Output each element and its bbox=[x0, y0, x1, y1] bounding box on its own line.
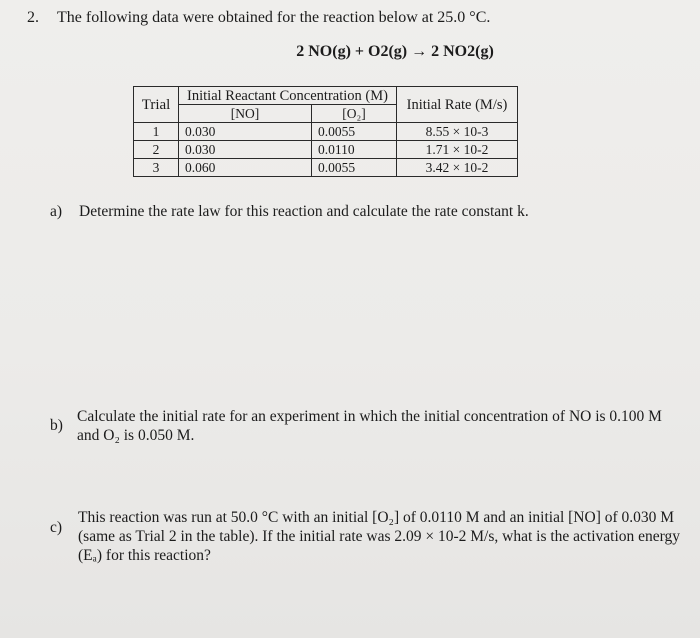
reaction-equation-text: 2 NO(g) + O2(g) → 2 NO2(g) bbox=[296, 43, 494, 60]
table-row bbox=[134, 141, 518, 159]
cell-o2: 0.0055 bbox=[312, 123, 397, 141]
table-row bbox=[134, 159, 518, 177]
cell-no: 0.030 bbox=[179, 141, 312, 159]
header-no: [NO] bbox=[179, 105, 312, 123]
cell-trial: 2 bbox=[134, 141, 179, 159]
cell-no: 0.060 bbox=[179, 159, 312, 177]
cell-rate: 1.71 × 10-2 bbox=[397, 141, 518, 159]
part-a-label: a) bbox=[50, 203, 63, 220]
cell-o2: 0.0110 bbox=[312, 141, 397, 159]
cell-trial: 1 bbox=[134, 123, 179, 141]
cell-rate: 3.42 × 10-2 bbox=[397, 159, 518, 177]
header-trial: Trial bbox=[134, 87, 179, 123]
cell-o2: 0.0055 bbox=[312, 159, 397, 177]
cell-rate: 8.55 × 10-3 bbox=[397, 123, 518, 141]
part-b-label: b) bbox=[50, 417, 63, 434]
part-a-text: Determine the rate law for this reaction and calculate the rate constant k. bbox=[79, 203, 529, 220]
part-b-text: Calculate the initial rate for an experiment in which the initial concentration of NO is 0.100 M and O₂ is 0.050 M. bbox=[77, 408, 662, 444]
question-intro: The following data were obtained for the reaction below at 25.0 °C. bbox=[57, 9, 491, 26]
header-concentration: Initial Reactant Concentration (M) bbox=[179, 87, 397, 105]
reaction-equation bbox=[0, 43, 700, 61]
part-c-label: c) bbox=[50, 519, 63, 536]
table-row bbox=[134, 123, 518, 141]
cell-trial: 3 bbox=[134, 159, 179, 177]
header-o2: [O₂] bbox=[312, 105, 397, 123]
cell-no: 0.030 bbox=[179, 123, 312, 141]
data-table bbox=[133, 86, 518, 177]
part-c-text: This reaction was run at 50.0 °C with an initial [O₂] of 0.0110 M and an initial [NO] of 0.030 M (same as Trial 2 in the table). If the initial rate was 2.09 × 10-2 M/s, what is the activation energy (Eₐ) for this reaction? bbox=[78, 509, 681, 564]
question-number: 2. bbox=[27, 9, 39, 26]
header-rate: Initial Rate (M/s) bbox=[397, 87, 518, 123]
